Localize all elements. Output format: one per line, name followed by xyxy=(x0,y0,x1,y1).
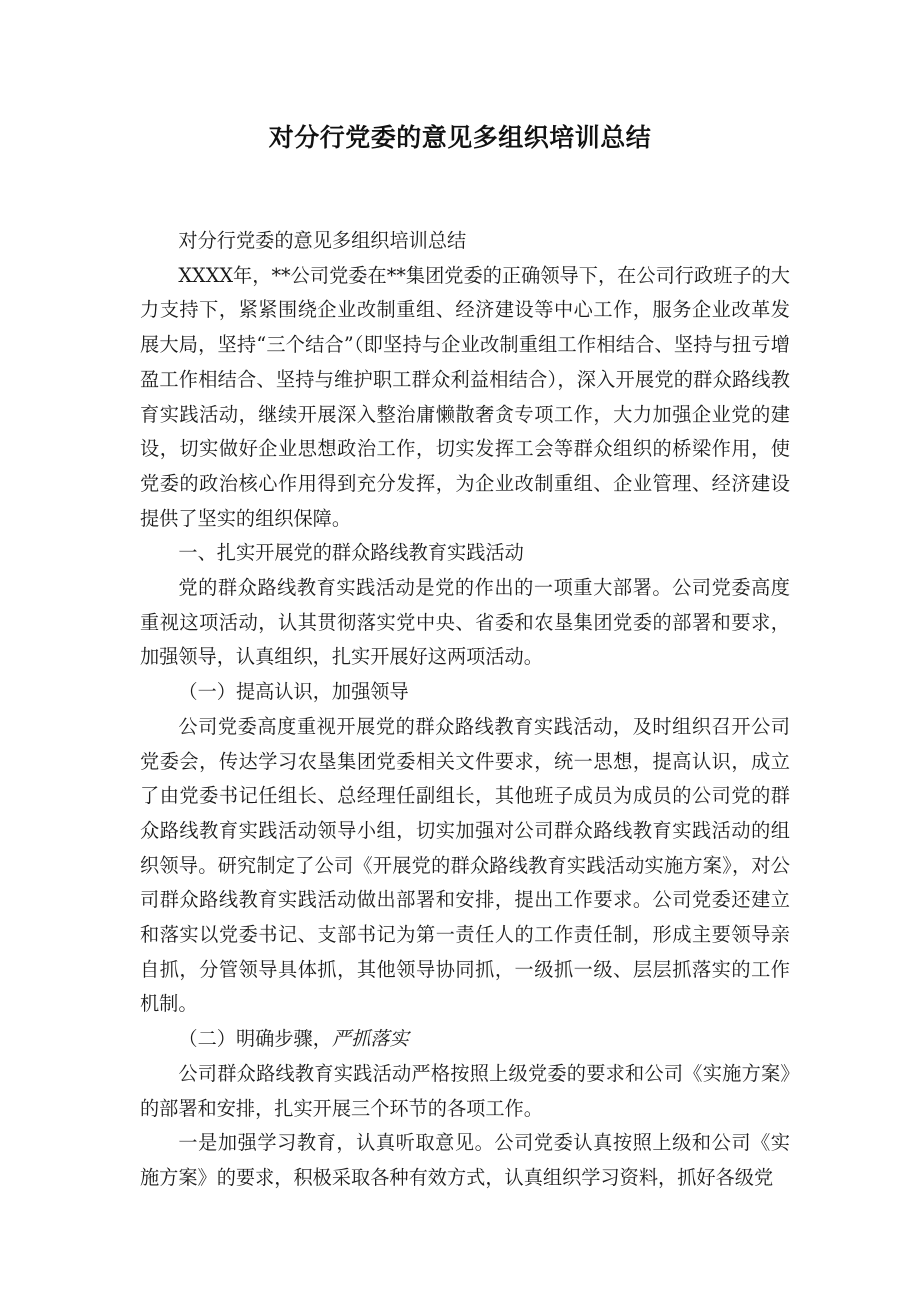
subsection-heading xyxy=(140,1022,790,1057)
body-paragraph: 党的群众路线教育实践活动是党的作出的一项重大部署。公司党委高度重视这项活动，认其贯彻落实党中央、省委和农垦集团党委的部署和要求，加强领导，认真组织，扎实开展好这两项活动。 xyxy=(140,576,790,669)
body-paragraph: 对分行党委的意见多组织培训总结 xyxy=(178,229,467,252)
document-title: 对分行党委的意见多组织培训总结 xyxy=(268,123,652,152)
subsection-heading-main: （二）明确步骤， xyxy=(178,1027,332,1051)
body-paragraph: 一是加强学习教育，认真听取意见。公司党委认真按照上级和公司《实施方案》的要求，积极采取各种有效方式，认真组织学习资料，抓好各级党 xyxy=(140,1131,790,1189)
document-body xyxy=(140,224,790,1196)
section-heading: 一、扎实开展党的群众路线教育实践活动 xyxy=(178,541,524,565)
body-paragraph: XXXX年，**公司党委在**集团党委的正确领导下，在公司行政班子的大力支持下，紧紧围绕企业改制重组、经济建设等中心工作，服务企业改革发展大局，坚持“三个结合”（即坚持与企业改制重组工作相结合、坚持与扭亏增盈工作相结合、坚持与维护职工群众利益相结合），深入开展党的群众路线教育实践活动，继续开展深入整治庸懒散奢贪专项工作，大力加强企业党的建设，切实做好企业思想政治工作，切实发挥工会等群众组织的桥梁作用，使党委的政治核心作用得到充分发挥，为企业改制重组、企业管理、经济建设提供了坚实的组织保障。 xyxy=(140,263,790,530)
subsection-heading-tail: 严抓落实 xyxy=(331,1027,409,1051)
body-paragraph: 公司群众路线教育实践活动严格按照上级党委的要求和公司《实施方案》的部署和安排，扎实开展三个环节的各项工作。 xyxy=(140,1061,790,1120)
body-paragraph: 公司党委高度重视开展党的群众路线教育实践活动，及时组织召开公司党委会，传达学习农垦集团党委相关文件要求，统一思想，提高认识，成立了由党委书记任组长、总经理任副组长，其他班子成员为成员的公司党的群众路线教育实践活动领导小组，切实加强对公司群众路线教育实践活动的组织领导。研究制定了公司《开展党的群众路线教育实践活动实施方案》，对公司群众路线教育实践活动做出部署和安排，提出工作要求。公司党委还建立和落实以党委书记、支部书记为第一责任人的工作责任制，形成主要领导亲自抓，分管领导具体抓，其他领导协同抓，一级抓一级、层层抓落实的工作机制。 xyxy=(140,714,790,1016)
subsection-heading: （一）提高认识，加强领导 xyxy=(178,680,409,704)
